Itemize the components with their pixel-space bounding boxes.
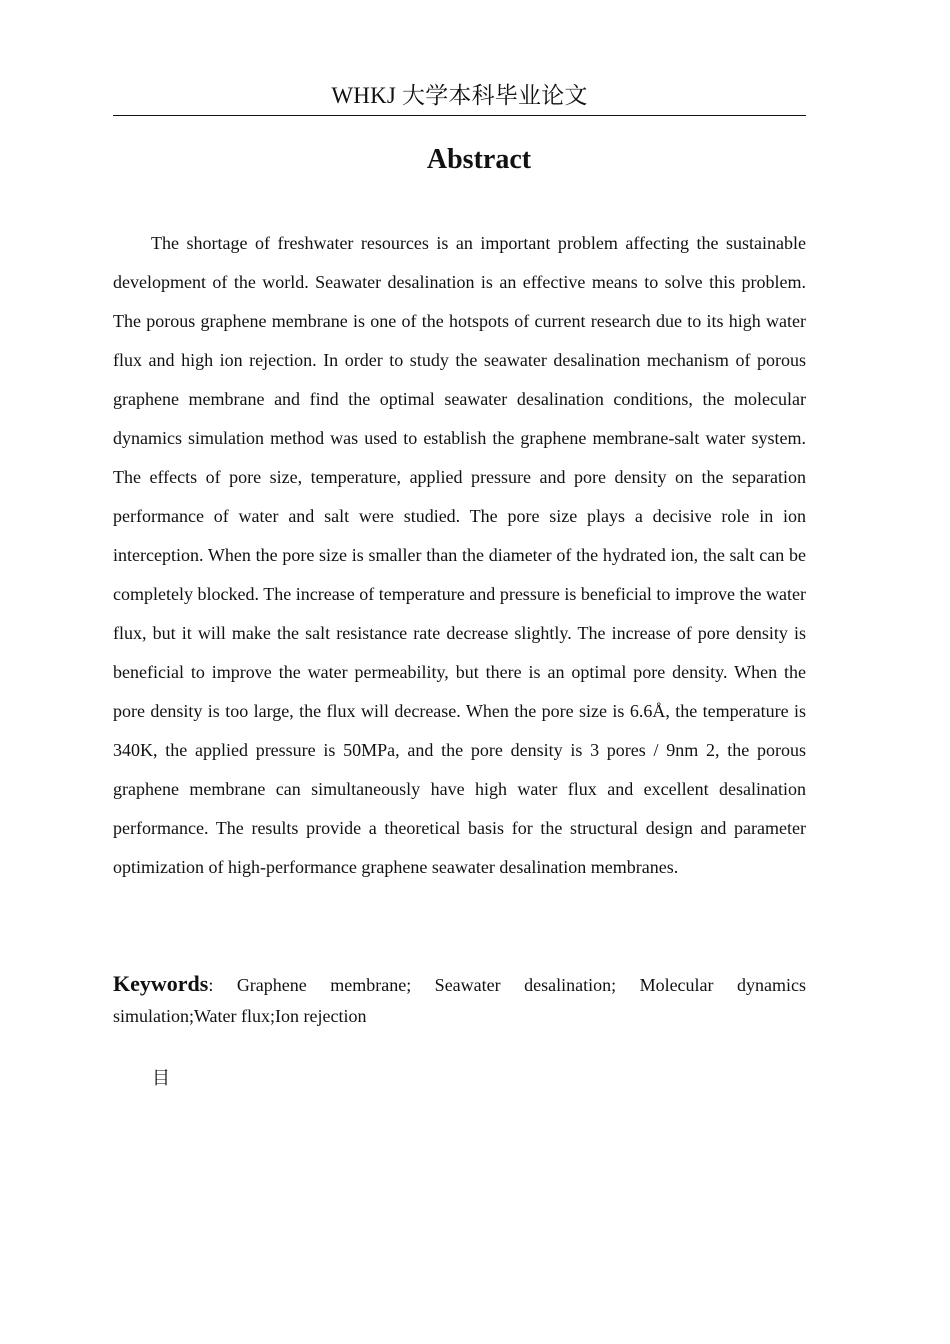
keywords-label: Keywords [113,971,209,996]
abstract-body: The shortage of freshwater resources is an important problem affecting the sustainable development of the world. Seawater desalination is an effective means to solve this problem. The porous graphene membrane is one of the hotspots of current research due to its high water flux and high ion rejection. In order to study the seawater desalination mechanism of porous graphene membrane and find the optimal seawater desalination conditions, the molecular dynamics simulation method was used to establish the graphene membrane-salt water system. The effects of pore size, temperature, applied pressure and pore density on the separation performance of water and salt were studied. The pore size plays a decisive role in ion interception. When the pore size is smaller than the diameter of the hydrated ion, the salt can be completely blocked. The increase of temperature and pressure is beneficial to improve the water flux, but it will make the salt resistance rate decrease slightly. The increase of pore density is beneficial to improve the water permeability, but there is an optimal pore density. When the pore density is too large, the flux will decrease. When the pore size is 6.6Å, the temperature is 340K, the applied pressure is 50MPa, and the pore density is 3 pores / 9nm 2, the porous graphene membrane can simultaneously have high water flux and excellent desalination performance. The results provide a theoretical basis for the structural design and parameter optimization of high-performance graphene seawater desalination membranes. [113,233,806,877]
keywords-separator: : [208,975,237,995]
running-header: WHKJ 大学本科毕业论文 [331,83,588,108]
header-rule [113,115,806,116]
abstract-title: Abstract [426,144,532,175]
keywords-paragraph [113,968,806,1032]
toc-heading-fragment: 目 [152,1068,170,1089]
keywords-text: Graphene membrane; Seawater desalination; Molecular dynamics simulation;Water flux;Ion rejection [113,975,806,1026]
